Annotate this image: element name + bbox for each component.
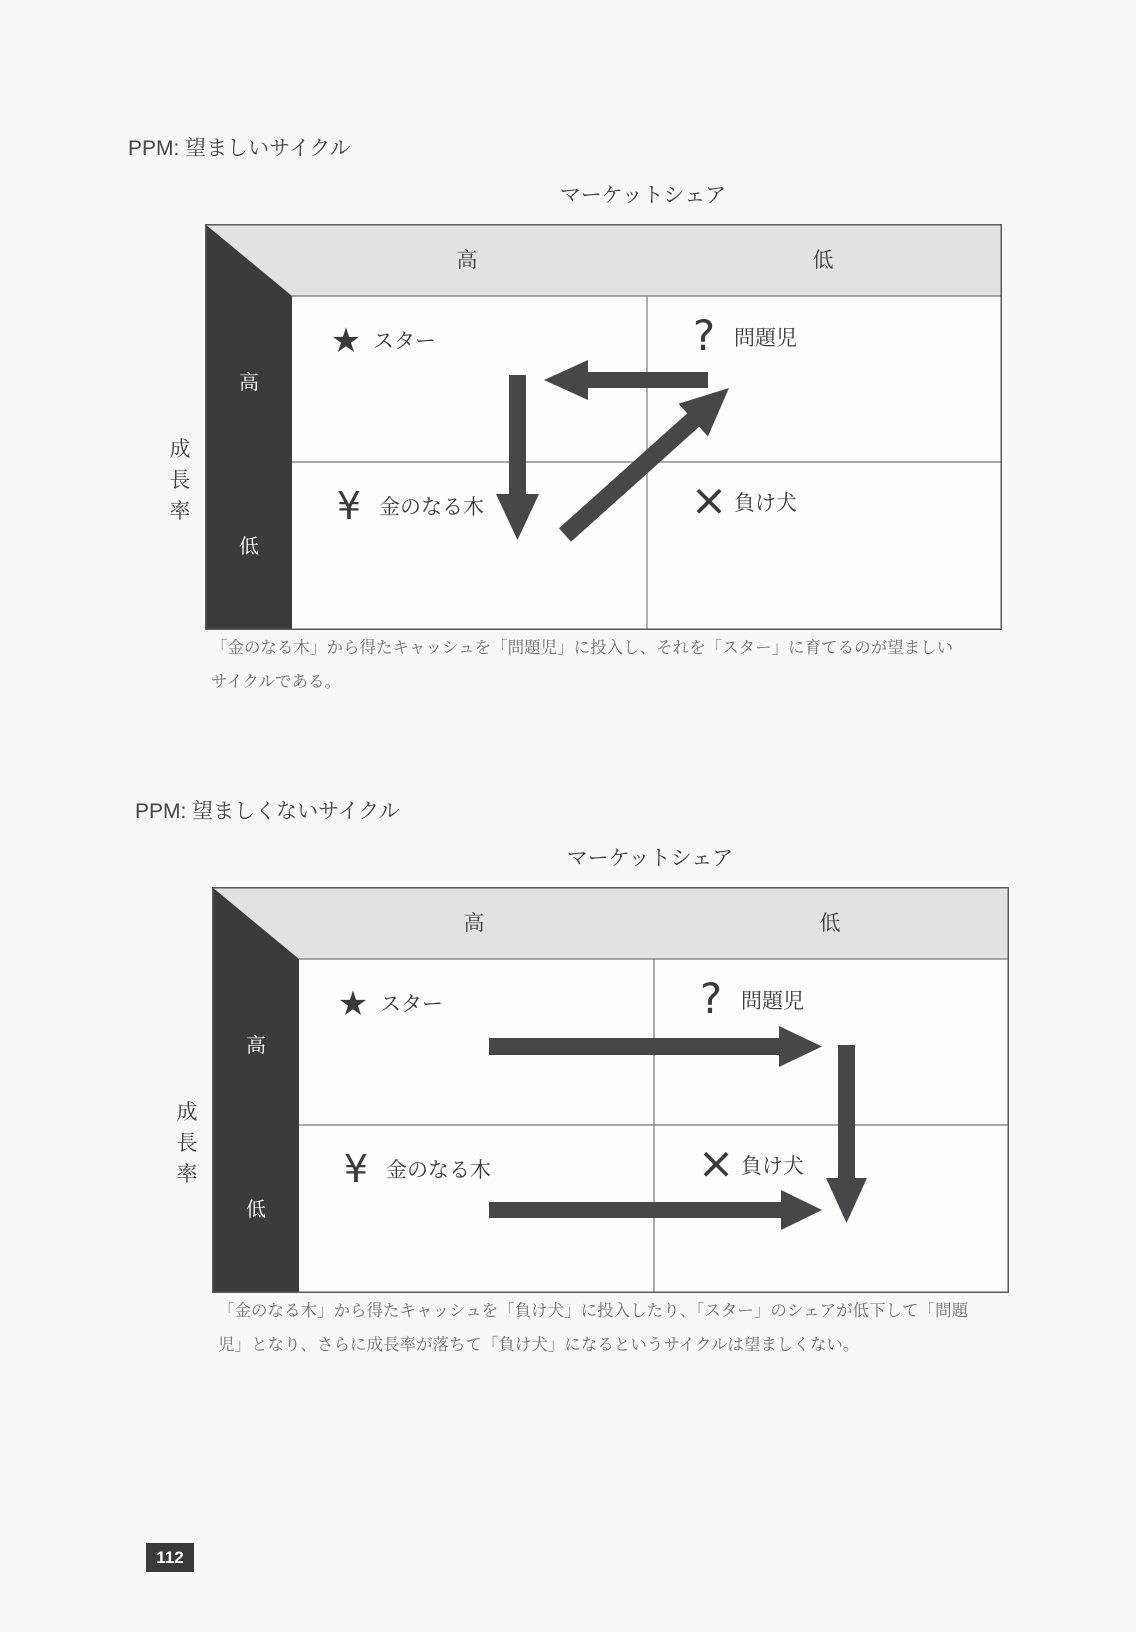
- ppm-matrix: [205, 224, 1002, 630]
- cell-label-question-mark: 問題児: [734, 327, 797, 350]
- row-header-high: 高: [246, 1035, 266, 1057]
- row-header-low: 低: [239, 536, 259, 558]
- diagram-title: PPM: 望ましくないサイクル: [135, 800, 400, 823]
- cell-label-question-mark: 問題児: [741, 990, 804, 1013]
- cell-label-cash-cow: 金のなる木: [386, 1159, 491, 1182]
- market-share-axis-label: マーケットシェア: [559, 184, 727, 207]
- diagram-title: PPM: 望ましいサイクル: [128, 137, 351, 160]
- column-header-band: [212, 887, 1009, 959]
- row-header-low: 低: [246, 1199, 266, 1221]
- cross-icon: ×: [697, 1138, 735, 1189]
- page-number: 112: [146, 1543, 194, 1572]
- column-header-low: 低: [812, 249, 834, 272]
- caption-line: サイクルである。: [211, 673, 342, 691]
- column-header-high: 高: [456, 249, 478, 272]
- question-mark-icon: ?: [699, 974, 723, 1023]
- cross-icon: ×: [690, 475, 728, 526]
- question-mark-icon: ?: [692, 311, 716, 360]
- market-share-axis-label: マーケットシェア: [566, 847, 734, 870]
- ppm-diagram-desirable-cycle: [128, 137, 1002, 691]
- growth-rate-axis-label: 成長率: [176, 1101, 198, 1186]
- column-header-band: [205, 224, 1002, 296]
- cell-label-dog: 負け犬: [734, 492, 797, 515]
- cell-label-dog: 負け犬: [741, 1155, 804, 1178]
- caption-line: 「金のなる木」から得たキャッシュを「問題児」に投入し、それを「スター」に育てるのが望ましい: [211, 639, 954, 657]
- growth-rate-axis-label: 成長率: [169, 438, 191, 523]
- star-icon: ★: [337, 984, 369, 1024]
- caption-line: 児」となり、さらに成長率が落ちて「負け犬」になるというサイクルは望ましくない。: [218, 1336, 860, 1354]
- row-header-high: 高: [239, 372, 259, 394]
- star-icon: ★: [330, 321, 362, 361]
- cell-label-star: スター: [380, 993, 443, 1016]
- column-header-high: 高: [463, 912, 485, 935]
- cell-label-cash-cow: 金のなる木: [379, 496, 484, 519]
- column-header-low: 低: [819, 912, 841, 935]
- cell-label-star: スター: [373, 330, 436, 353]
- ppm-diagram-undesirable-cycle: [135, 800, 1009, 1354]
- yen-icon: ¥: [336, 484, 362, 528]
- yen-icon: ¥: [343, 1147, 369, 1191]
- caption-line: 「金のなる木」から得たキャッシュを「負け犬」に投入したり、「スター」のシェアが低下して「問題: [218, 1302, 969, 1320]
- ppm-matrix: [212, 887, 1009, 1293]
